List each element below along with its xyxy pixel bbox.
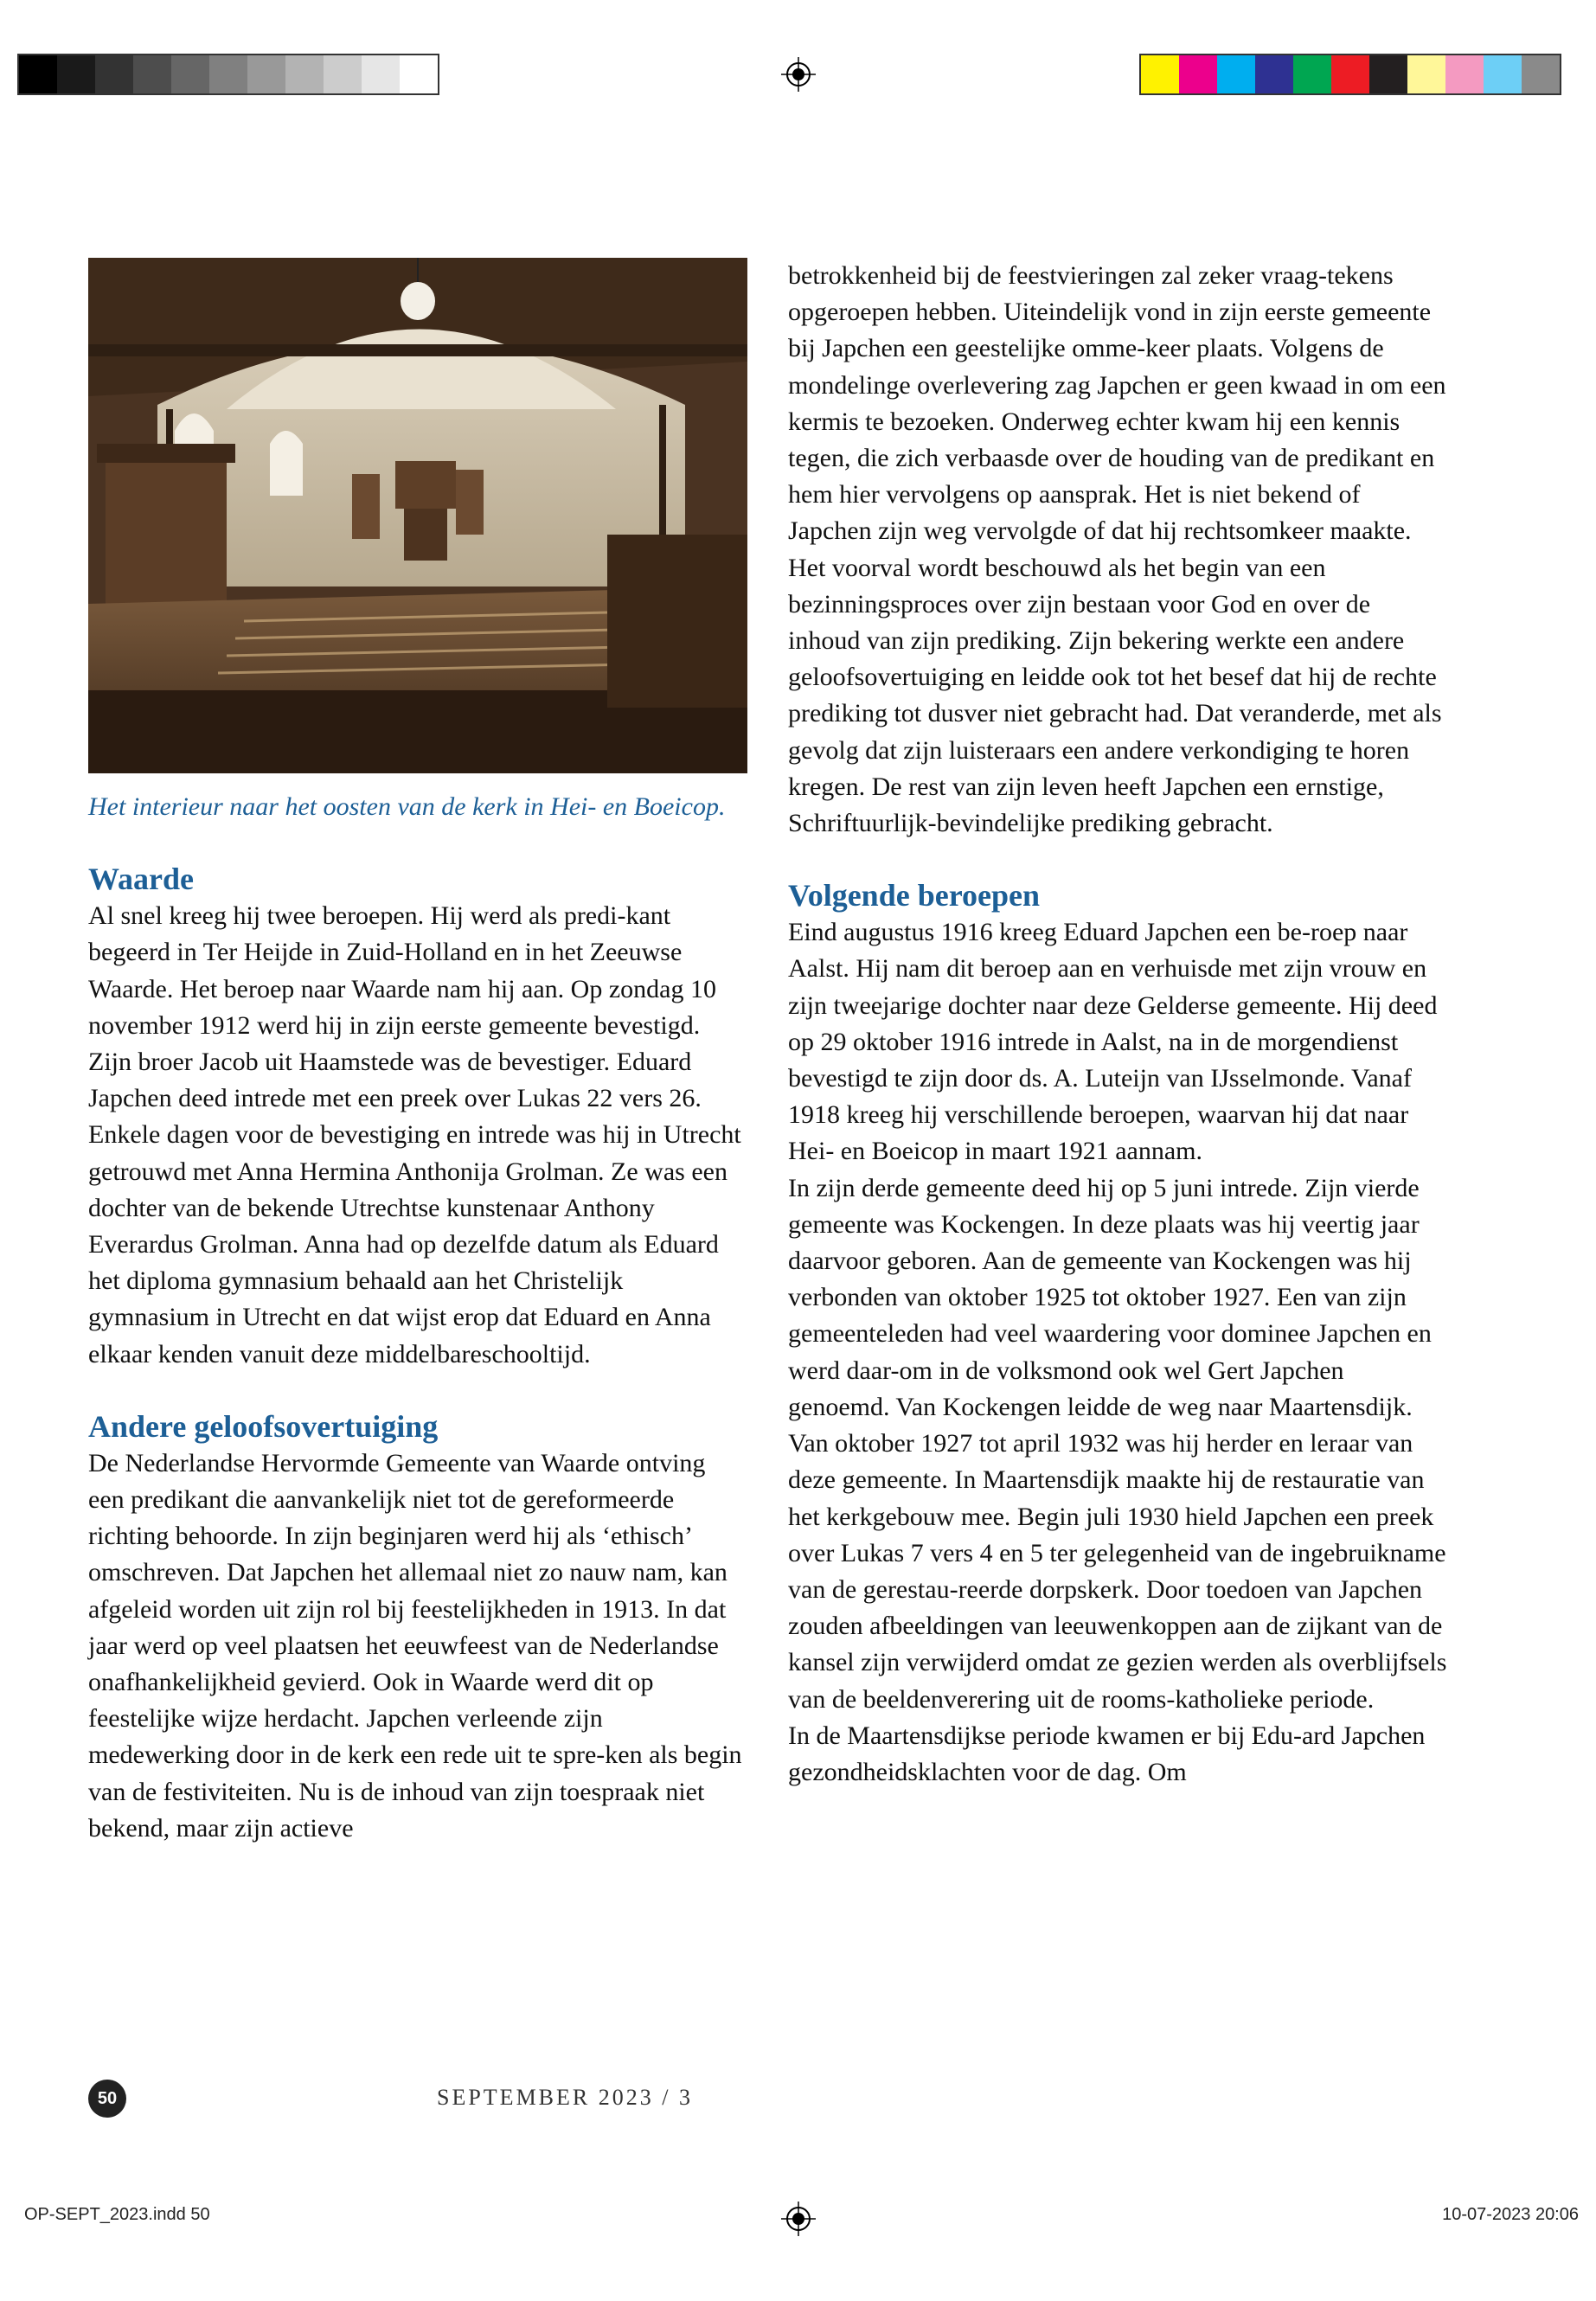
- color-swatch: [1179, 55, 1217, 93]
- continued-paragraph: betrokkenheid bij de feestvieringen zal zeker vraag-tekens opgeroepen hebben. Uiteindelijk vond in zijn eerste gemeente bij Japchen een geestelijke omme-keer plaats. Volgens de mondelinge overlevering zag Japchen er geen kwaad in om een kermis te bezoeken. Onderweg echter kwam hij een kennis tegen, die zich verbaasde over de houding van de predikant en hem hier vervolgens op aansprak. Het is niet bekend of Japchen zijn weg vervolgde of dat hij rechtsomkeer maakte. Het voorval wordt beschouwd als het begin van een bezinningsproces over zijn bestaan voor God en over de inhoud van zijn prediking. Zijn bekering werkte een andere geloofsovertuiging en leidde ook tot het besef dat hij de rechte prediking tot dusver niet gebracht had. Dat veranderde, met als gevolg dat zijn luisteraars een andere verkondiging te horen kregen. De rest van zijn leven heeft Japchen een ernstige, Schriftuurlijk-bevindelijke prediking gebracht.: [788, 261, 1446, 838]
- section-paragraph: In zijn derde gemeente deed hij op 5 juni intrede. Zijn vierde gemeente was Kockengen. In deze plaats was hij veertig jaar daarvoor geboren. Aan de gemeente van Kockengen was hij verbonden van oktober 1925 tot oktober 1927. Een van zijn gemeenteleden had veel waardering voor dominee Japchen en werd daar-om in de volksmond ook wel Gert Japchen genoemd. Van Kockengen leidde de weg naar Maartensdijk. Van oktober 1927 tot april 1932 was hij herder en leraar van deze gemeente. In Maartensdijk maakte hij de restauratie van het kerkgebouw mee. Begin juli 1930 hield Japchen een preek over Lukas 7 vers 4 en 5 ter gelegenheid van de ingebruikname van de gerestau-reerde dorpskerk. Door toedoen van Japchen zouden afbeeldingen van leeuwenkoppen aan de zijkant van de kansel zijn verwijderd omdat ze gezien werden als overblijfsels van de beeldenverering uit de rooms-katholieke periode.: [788, 1173, 1447, 1714]
- color-swatch: [1293, 55, 1331, 93]
- gray-swatch: [324, 55, 362, 93]
- gray-swatch: [400, 55, 438, 93]
- slug-filename: OP-SEPT_2023.indd 50: [24, 2205, 210, 2224]
- left-column: [88, 258, 747, 1847]
- issue-label: SEPTEMBER 2023 / 3: [437, 2085, 693, 2110]
- registration-mark-icon: [781, 2202, 816, 2236]
- right-column: [788, 258, 1447, 1791]
- section-paragraph: Eind augustus 1916 kreeg Eduard Japchen een be-roep naar Aalst. Hij nam dit beroep aan en verhuisde met zijn vrouw en zijn tweejarige dochter naar deze Gelderse gemeente. Hij deed op 29 oktober 1916 intrede in Aalst, na in de morgendienst bevestigd te zijn door ds. A. Luteijn van IJsselmonde. Vanaf 1918 kreeg hij verschillende beroepen, waarvan hij dat naar Hei- en Boeicop in maart 1921 aannam.: [788, 918, 1438, 1166]
- gray-swatch: [209, 55, 247, 93]
- color-swatch: [1484, 55, 1522, 93]
- color-swatch: [1369, 55, 1407, 93]
- slug-timestamp: 10-07-2023 20:06: [1442, 2205, 1579, 2224]
- section-heading-volgende-beroepen: Volgende beroepen: [788, 878, 1041, 913]
- photo-caption: Het interieur naar het oosten van de kerk in Hei- en Boeicop.: [88, 792, 726, 821]
- section-heading-waarde: Waarde: [88, 862, 194, 897]
- gray-swatch: [285, 55, 324, 93]
- gray-swatch: [133, 55, 171, 93]
- section-body-waarde: Al snel kreeg hij twee beroepen. Hij werd als predi-kant begeerd in Ter Heijde in Zuid-Holland en in het Zeeuwse Waarde. Het beroep naar Waarde nam hij aan. Op zondag 10 november 1912 werd hij in zijn eerste gemeente bevestigd. Zijn broer Jacob uit Haamstede was de bevestiger. Eduard Japchen deed intrede met een preek over Lukas 22 vers 26. Enkele dagen voor de bevestiging en intrede was hij in Utrecht getrouwd met Anna Hermina Anthonija Grolman. Ze was een dochter van de bekende Utrechtse kunstenaar Anthony Everardus Grolman. Anna had op dezelfde datum als Eduard het diploma gymnasium behaald aan het Christelijk gymnasium in Utrecht en dat wijst erop dat Eduard en Anna elkaar kenden vanuit deze middelbareschooltijd.: [88, 901, 741, 1368]
- gray-swatch: [57, 55, 95, 93]
- color-swatch: [1217, 55, 1255, 93]
- color-swatch: [1141, 55, 1179, 93]
- grayscale-calibration-bar: [17, 54, 439, 95]
- gray-swatch: [247, 55, 285, 93]
- church-interior-photo: [88, 258, 747, 773]
- gray-swatch: [171, 55, 209, 93]
- color-swatch: [1331, 55, 1369, 93]
- color-calibration-bar: [1139, 54, 1561, 95]
- color-swatch: [1445, 55, 1484, 93]
- section-paragraph: In de Maartensdijkse periode kwamen er bij Edu-ard Japchen gezondheidsklachten voor de dag. Om: [788, 1721, 1426, 1786]
- page-number-badge: 50: [88, 2080, 126, 2118]
- gray-swatch: [95, 55, 133, 93]
- section-body-andere-geloofsovertuiging: De Nederlandse Hervormde Gemeente van Waarde ontving een predikant die aanvankelijk niet tot de gereformeerde richting behoorde. In zijn beginjaren werd hij als ‘ethisch’ omschreven. Dat Japchen het allemaal niet zo nauw nam, kan afgeleid worden uit zijn rol bij feestelijkheden in 1913. In dat jaar werd op veel plaatsen het eeuwfeest van de Nederlandse onafhankelijkheid gevierd. Ook in Waarde werd dit op feestelijke wijze herdacht. Japchen verleende zijn medewerking door in de kerk een rede uit te spre-ken als begin van de festiviteiten. Nu is de inhoud van zijn toespraak niet bekend, maar zijn actieve: [88, 1448, 742, 1843]
- color-swatch: [1522, 55, 1560, 93]
- section-heading-andere-geloofsovertuiging: Andere geloofsovertuiging: [88, 1408, 439, 1444]
- gray-swatch: [19, 55, 57, 93]
- color-swatch: [1255, 55, 1293, 93]
- color-swatch: [1407, 55, 1445, 93]
- registration-mark-icon: [781, 57, 816, 92]
- gray-swatch: [362, 55, 400, 93]
